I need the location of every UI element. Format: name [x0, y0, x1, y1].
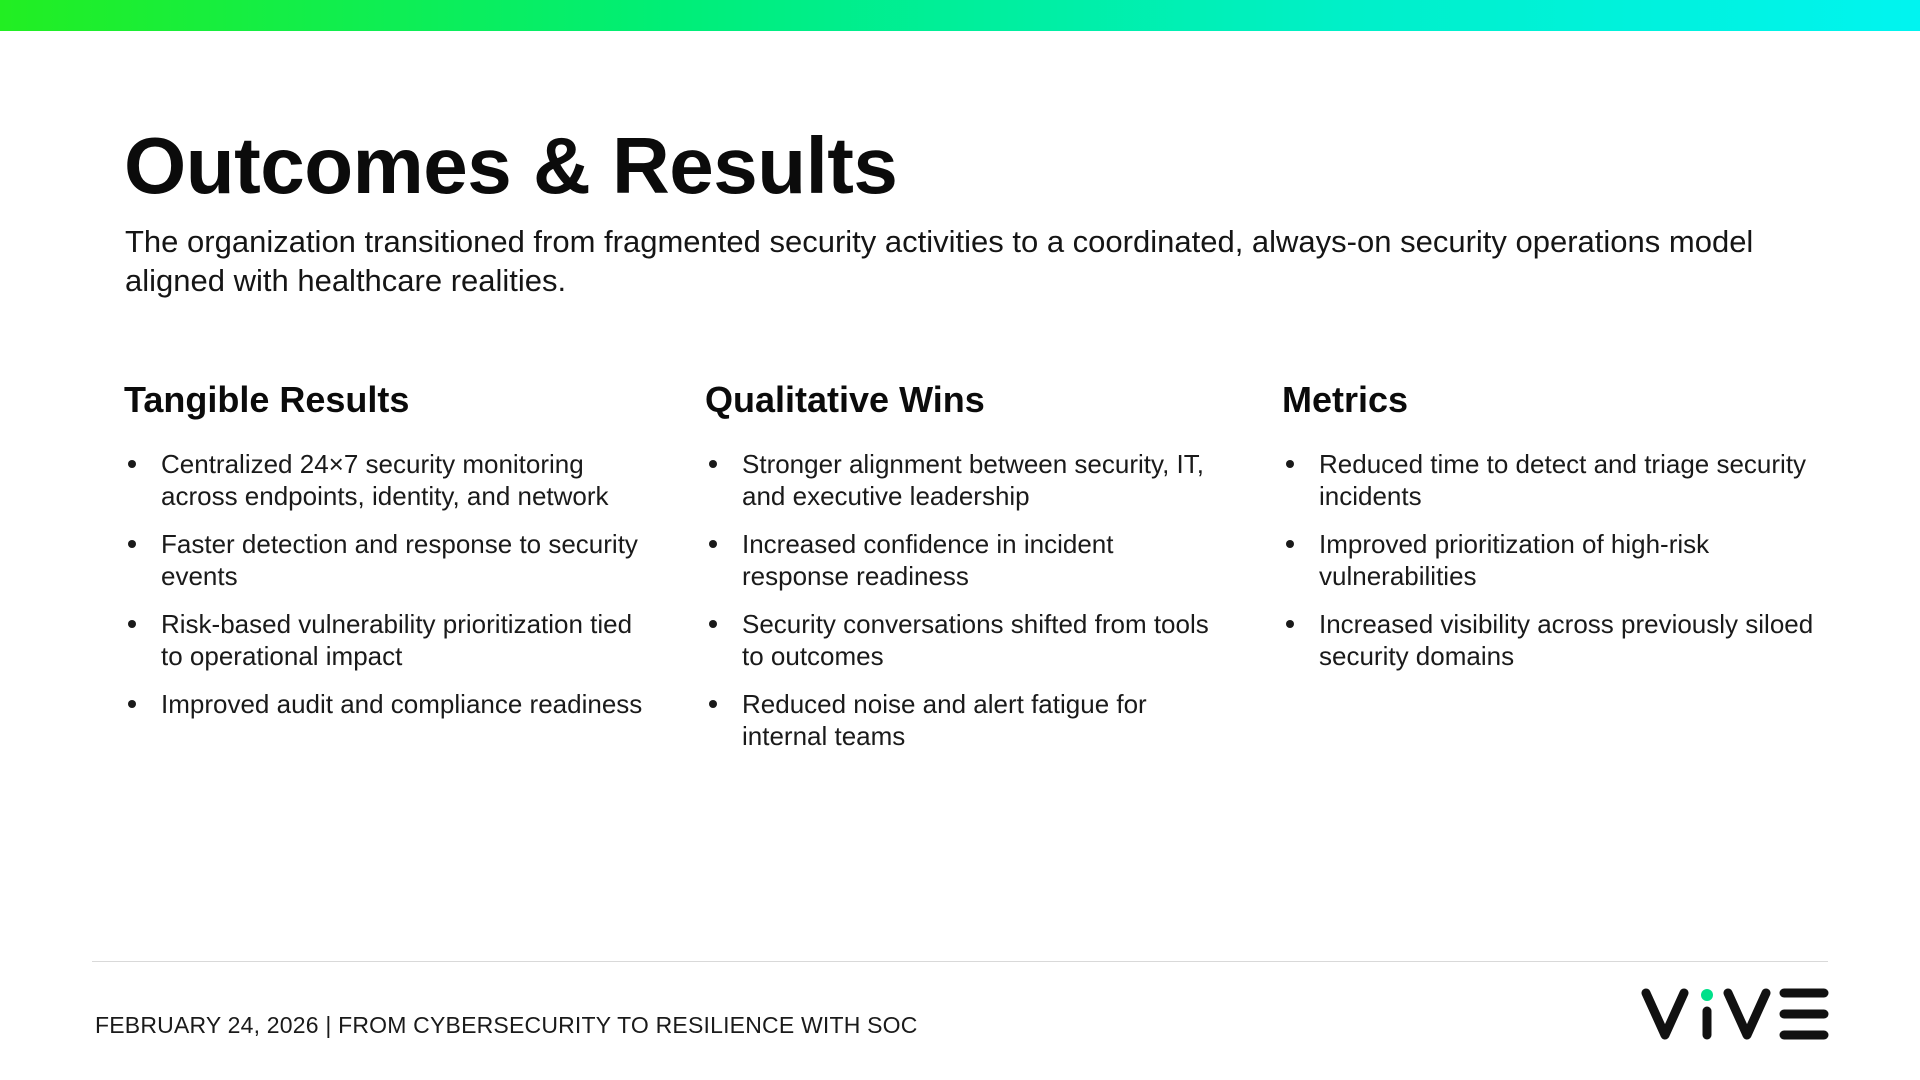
bullet-list	[124, 448, 644, 720]
list-item: Faster detection and response to security events	[124, 528, 644, 592]
column-heading: Qualitative Wins	[705, 379, 985, 420]
logo-letter-v	[1646, 993, 1684, 1035]
slide-title: Outcomes & Results	[124, 121, 898, 210]
logo-dot-icon	[1701, 989, 1713, 1001]
column-qualitative-wins	[705, 378, 1225, 768]
list-item: Improved audit and compliance readiness	[124, 688, 644, 720]
list-item: Reduced noise and alert fatigue for internal teams	[705, 688, 1225, 752]
logo-letter-v2	[1728, 993, 1766, 1035]
column-heading: Tangible Results	[124, 379, 410, 420]
slide-subtitle: The organization transitioned from fragmented security activities to a coordinated, always-on security operations model aligned with healthcare realities.	[125, 224, 1754, 298]
list-item: Improved prioritization of high-risk vulnerabilities	[1282, 528, 1842, 592]
brand-gradient-bar	[0, 0, 1920, 31]
list-item: Centralized 24×7 security monitoring across endpoints, identity, and network	[124, 448, 644, 512]
footer-divider	[92, 961, 1828, 962]
list-item: Reduced time to detect and triage security incidents	[1282, 448, 1842, 512]
bullet-list	[1282, 448, 1842, 672]
list-item: Risk-based vulnerability prioritization tied to operational impact	[124, 608, 644, 672]
column-heading: Metrics	[1282, 379, 1409, 420]
column-metrics	[1282, 378, 1842, 688]
list-item: Security conversations shifted from tools to outcomes	[705, 608, 1225, 672]
column-tangible-results	[124, 378, 644, 736]
list-item: Stronger alignment between security, IT, and executive leadership	[705, 448, 1225, 512]
list-item: Increased confidence in incident response readiness	[705, 528, 1225, 592]
list-item: Increased visibility across previously siloed security domains	[1282, 608, 1842, 672]
bullet-list	[705, 448, 1225, 752]
footer-text: FEBRUARY 24, 2026 | FROM CYBERSECURITY TO RESILIENCE WITH SOC	[95, 1012, 918, 1038]
vive-logo	[1640, 985, 1830, 1043]
